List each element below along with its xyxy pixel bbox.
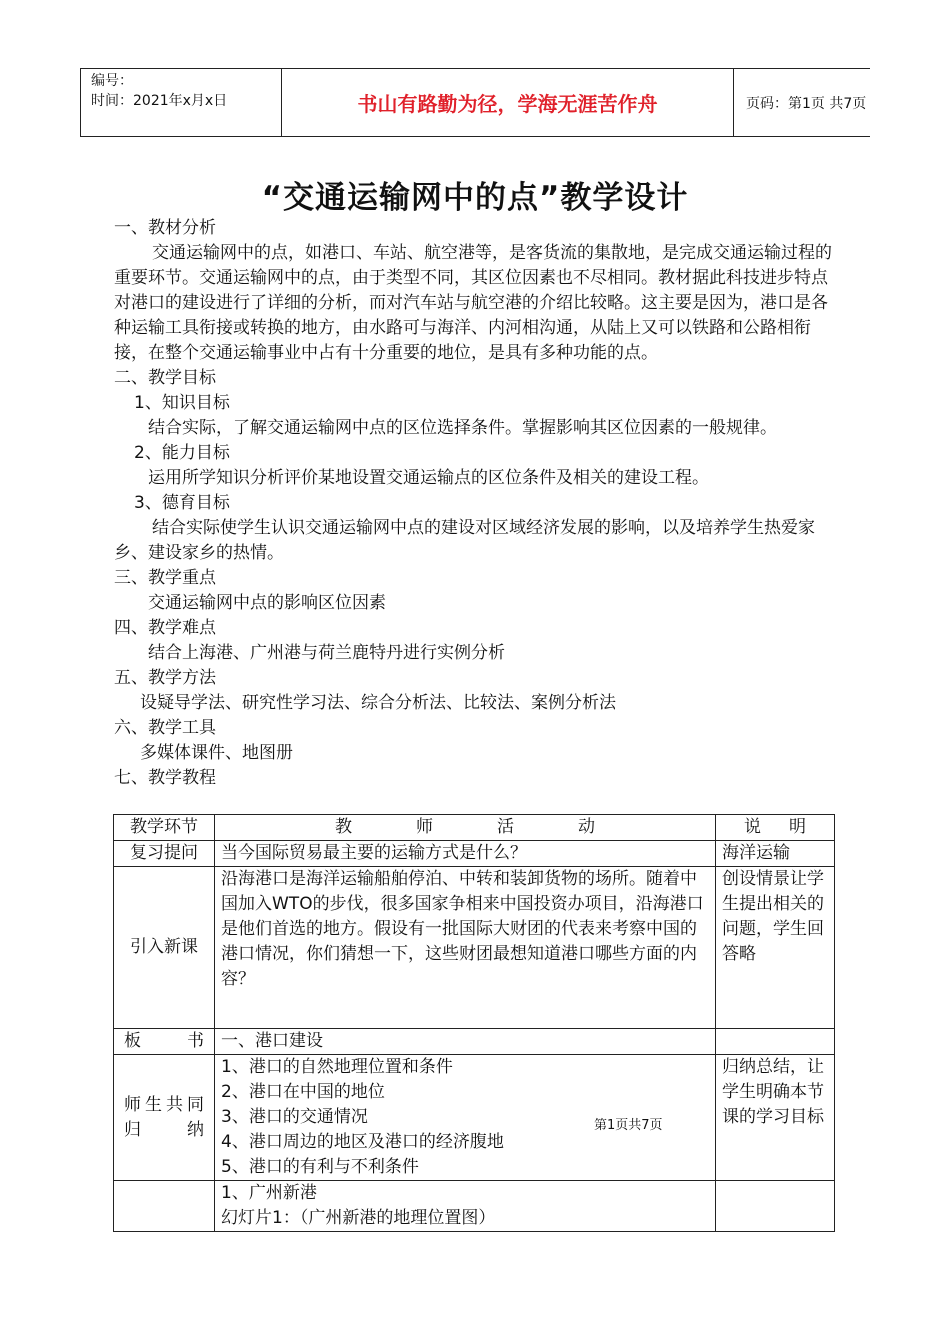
document-title: “交通运输网中的点”教学设计 [261,180,689,216]
paragraph: 设疑导学法、研究性学习法、综合分析法、比较法、案例分析法 [140,693,616,713]
subsection-heading: 1、知识目标 [134,393,230,413]
stage-cell: 复习提问 [114,841,215,867]
section-heading: 三、教学重点 [114,568,216,588]
section-heading: 四、教学难点 [114,618,216,638]
list-item: 5、港口的有利与不利条件 [221,1157,419,1177]
section-heading: 二、教学目标 [114,368,216,388]
section-heading: 六、教学工具 [114,718,216,738]
footer-page-number: 第1页共7页 [594,1118,663,1133]
paragraph: 运用所学知识分析评价某地设置交通运输点的区位条件及相关的建设工程。 [148,468,709,488]
table-row [114,867,835,1029]
stage-cell: 引入新课 [114,867,215,1029]
paragraph: 多媒体课件、地图册 [140,743,293,763]
header-cell-activity: 教师活动 [335,817,595,837]
list-item: 2、港口在中国的地位 [221,1082,385,1102]
table-row [114,1029,835,1055]
list-item: 4、港口周边的地区及港口的经济腹地 [221,1132,504,1152]
header-cell-note: 说明 [744,817,806,837]
stage-cell: 师生共同归纳 [114,1055,215,1181]
note-cell [716,1029,835,1055]
document-header [80,68,870,137]
table-row [114,1181,835,1232]
table-header-row [114,815,835,841]
stage-cell: 板书 [124,1031,204,1051]
subsection-heading: 1、广州新港 [221,1183,317,1203]
motto: 书山有路勤为径，学海无涯苦作舟 [282,69,734,136]
note-cell: 创设情景让学生提出相关的问题，学生回答略 [716,867,835,1029]
stage-cell [114,1181,215,1232]
paragraph: 结合实际使学生认识交通运输网中点的建设对区域经济发展的影响，以及培养学生热爱家乡、建设家乡的热情。 [114,518,815,563]
paragraph: 交通运输网中点的影响区位因素 [148,593,386,613]
activity-cell: 沿海港口是海洋运输船舶停泊、中转和装卸货物的场所。随着中国加入WTO的步伐，很多国家争相来中国投资办项目，沿海港口是他们首选的地方。假设有一批国际大财团的代表来考察中国的港口情况，你们猜想一下，这些财团最想知道港口哪些方面的内容？ [215,867,716,1029]
activity-cell: 一、港口建设 [215,1029,716,1055]
slide-caption: 幻灯片1：（广州新港的地理位置图） [221,1208,496,1228]
note-cell [716,1181,835,1232]
teaching-process-table [113,814,835,1232]
subsection-heading: 2、能力目标 [134,443,230,463]
subsection-heading: 3、德育目标 [134,493,230,513]
table-row [114,1055,835,1181]
section-heading: 一、教材分析 [114,218,216,238]
section-heading: 七、教学教程 [114,768,216,788]
table-row [114,841,835,867]
number-label: 编号： [91,73,133,89]
section-heading: 五、教学方法 [114,668,216,688]
note-cell: 归纳总结，让学生明确本节课的学习目标 [716,1055,835,1181]
header-meta-cell [80,69,282,136]
note-cell: 海洋运输 [716,841,835,867]
header-cell-stage: 教学环节 [114,815,215,841]
list-item: 1、港口的自然地理位置和条件 [221,1057,453,1077]
activity-cell: 当今国际贸易最主要的运输方式是什么？ [215,841,716,867]
activity-cell [215,1181,716,1232]
paragraph: 结合实际，了解交通运输网中点的区位选择条件。掌握影响其区位因素的一般规律。 [148,418,777,438]
page-info: 页码：第1页 共7页 [746,95,867,112]
document-body [114,216,836,791]
date-line: 时间：2021年x月x日 [91,93,228,109]
paragraph-textbook-analysis: 交通运输网中的点，如港口、车站、航空港等，是客货流的集散地，是完成交通运输过程的重要环节。交通运输网中的点，由于类型不同，其区位因素也不尽相同。教材据此科技进步特点对港口的建设进行了详细的分析，而对汽车站与航空港的介绍比较略。这主要是因为，港口是各种运输工具衔接或转换的地方，由水路可与海洋、内河相沟通，从陆上又可以铁路和公路相衔接，在整个交通运输事业中占有十分重要的地位，是具有多种功能的点。 [114,243,832,363]
list-item: 3、港口的交通情况 [221,1107,368,1127]
paragraph: 结合上海港、广州港与荷兰鹿特丹进行实例分析 [148,643,505,663]
